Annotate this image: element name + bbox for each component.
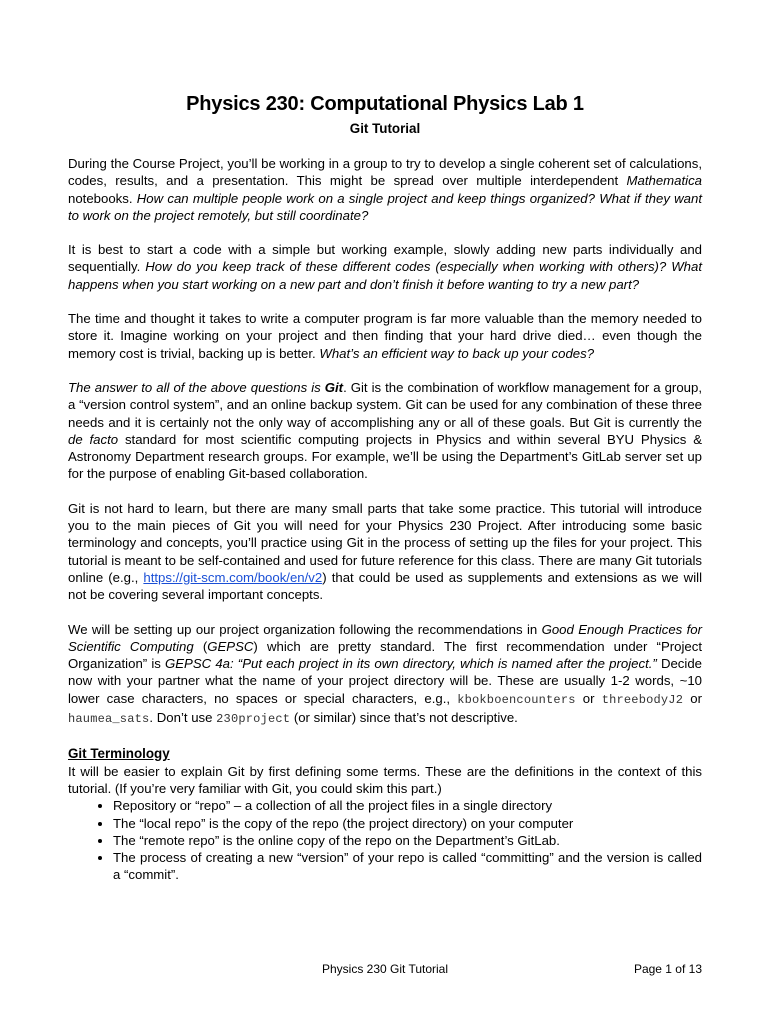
code-example-2: threebodyJ2 — [601, 692, 684, 707]
git-scm-book-link[interactable]: https://git-scm.com/book/en/v2 — [143, 569, 323, 585]
paragraph-6: We will be setting up our project organization following the recommendations in Good Enough Practices for Scientific Computing (GEPSC) which are pretty standard. The first recommendation under “Project Organization” is GEPSC 4a: “Put each project in its own directory, which is named after the project.” Decide now with your partner what the name of your project directory will be. These are usually 1-2 words, ~10 lower case characters, no spaces or special characters, e.g., kbokboencounters or threebodyJ2 or haumea_sats. Don’t use 230project (or similar) since that’s not descriptive. — [68, 621, 703, 727]
page-title: Physics 230: Computational Physics Lab 1 — [186, 93, 584, 115]
page-number: Page 1 of 13 — [633, 962, 702, 976]
list-item: • The “remote repo” is the online copy of the repo on the Department’s GitLab. — [113, 832, 702, 849]
footer-title: Physics 230 Git Tutorial — [321, 962, 449, 976]
list-item: • Repository or “repo” – a collection of all the project files in a single directory — [113, 797, 702, 814]
document-body — [68, 155, 702, 884]
list-item: • The “local repo” is the copy of the repo (the project directory) on your computer — [113, 815, 702, 832]
paragraph-2: It is best to start a code with a simple but working example, slowly adding new parts individually and sequentially. How do you keep track of these different codes (especially when working with others)? What happens when you start working on a new part and don’t finish it before wanting to try a new part? — [68, 242, 702, 292]
paragraph-1: During the Course Project, you’ll be working in a group to try to develop a single coherent set of calculations, codes, results, and a presentation. This might be spread over multiple interdependent Mathematica notebooks. How can multiple people work on a single project and keep things organized? What if they want to work on the project remotely, but still coordinate? — [68, 156, 702, 223]
code-example-1: kbokboencounters — [457, 692, 576, 707]
paragraph-5: Git is not hard to learn, but there are many small parts that take some practice. This tutorial will introduce you to the main pieces of Git you will need for your Physics 230 Project. After introducing some basic terminology and concepts, you’ll practice using Git in the process of setting up the files for your project. This tutorial is meant to be self-contained and used for future reference for this class. There are many Git tutorials online (e.g., https://git-scm.com/book/en/v2) that could be used as supplements and extensions as we will not be covering several important concepts. — [68, 500, 702, 603]
code-example-4: 230project — [216, 712, 291, 727]
terminology-list — [68, 797, 702, 883]
paragraph-3: The time and thought it takes to write a computer program is far more valuable than the memory needed to store it. Imagine working on your project and then finding that your hard drive died… even though the memory cost is trivial, backing up is better. What’s an efficient way to back up your codes? — [68, 311, 702, 361]
section-heading: Git Terminology — [68, 746, 170, 762]
paragraph-4: The answer to all of the above questions is Git. Git is the combination of workflow management for a group, a “version control system”, and an online backup system. Git can be used for any combination of these three needs and it is certainly not the only way of accomplishing any or all of these goals. But Git is currently the de facto standard for most scientific computing projects in Physics and within several BYU Physics & Astronomy Department research groups. For example, we’ll be using the Department’s GitLab server set up for the purpose of enabling Git-based collaboration. — [68, 379, 702, 482]
list-item: • The process of creating a new “version” of your repo is called “committing” and the version is called a “commit”. — [113, 849, 702, 884]
code-example-3: haumea_sats — [68, 712, 150, 727]
page-subtitle: Git Tutorial — [349, 121, 421, 136]
section-intro: It will be easier to explain Git by first defining some terms. These are the definitions in the context of this tutorial. (If you’re very familiar with Git, you could skim this part.) — [68, 763, 702, 796]
